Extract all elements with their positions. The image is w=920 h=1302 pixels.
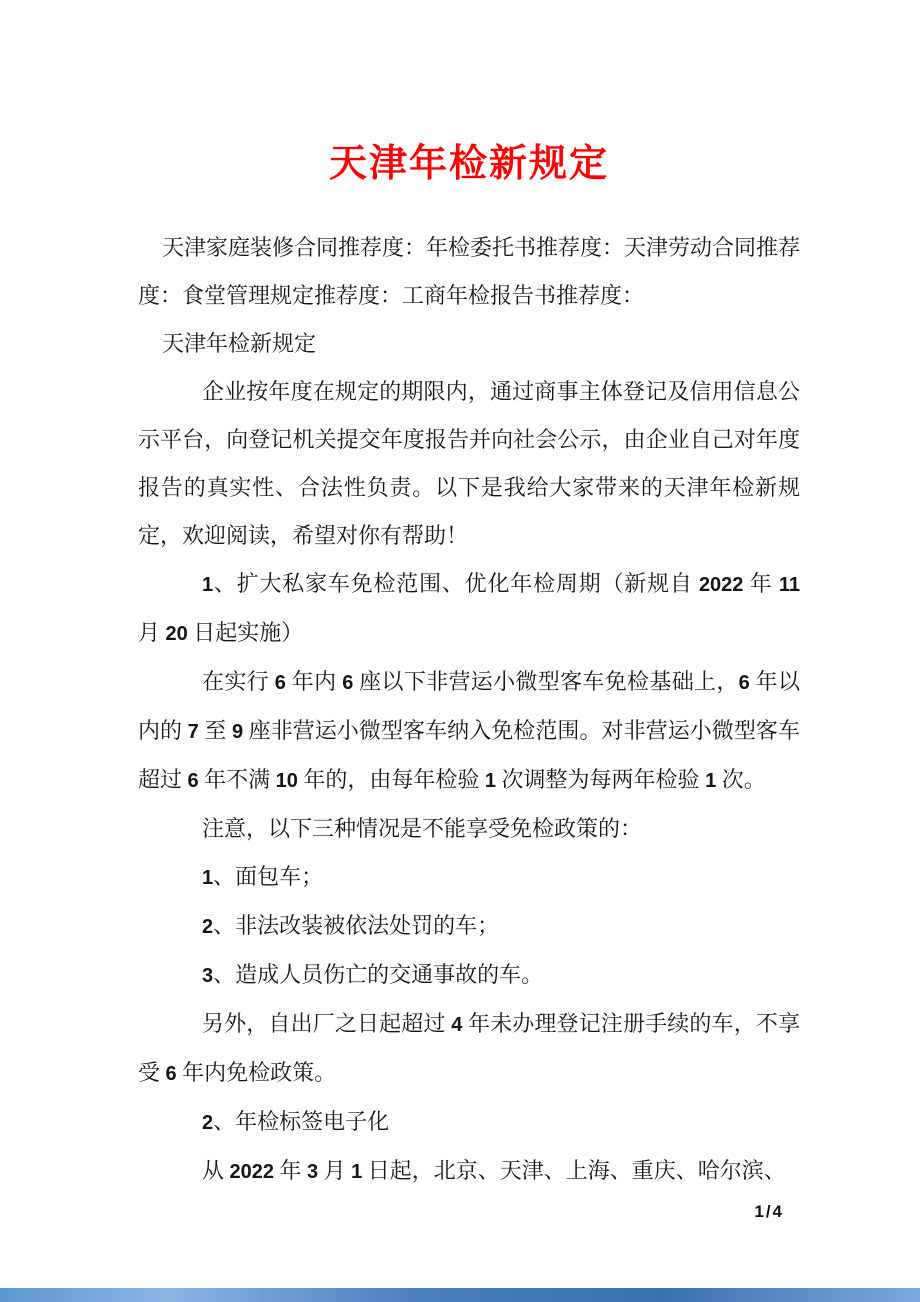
paragraph: 2、非法改装被依法处罚的车； bbox=[202, 913, 500, 938]
numeric-text: 9 bbox=[231, 721, 244, 743]
paragraph: 1、扩大私家车免检范围、优化年检周期（新规自 2022 年 11 月 20 日起实施） bbox=[138, 571, 800, 645]
numeric-text: 2022 bbox=[229, 1161, 275, 1183]
paragraph: 注意，以下三种情况是不能享受免检政策的： bbox=[202, 816, 643, 841]
numeric-text: 6 bbox=[738, 672, 750, 694]
paragraph: 企业按年度在规定的期限内，通过商事主体登记及信用信息公示平台，向登记机关提交年度报告并向社会公示，由企业自己对年度报告的真实性、合法性负责。以下是我给大家带来的天津年检新规定，欢迎阅读，希望对你有帮助！ bbox=[138, 379, 800, 548]
paragraph: 从 2022 年 3 月 1 日起，北京、天津、上海、重庆、哈尔滨、 bbox=[202, 1158, 786, 1183]
numeric-text: 6 bbox=[274, 672, 286, 694]
numeric-text: 1 bbox=[484, 770, 497, 792]
numeric-text: 11 bbox=[778, 574, 800, 596]
paragraph: 另外，自出厂之日起超过 4 年未办理登记注册手续的车，不享受 6 年内免检政策。 bbox=[138, 1011, 800, 1085]
numeric-text: 1 bbox=[705, 770, 717, 792]
numeric-text: 1 bbox=[351, 1161, 363, 1183]
numeric-text: 10 bbox=[275, 770, 298, 792]
numeric-text: 6 bbox=[342, 672, 354, 694]
paragraph: 天津家庭装修合同推荐度：年检委托书推荐度：天津劳动合同推荐度：食堂管理规定推荐度：工商年检报告书推荐度： bbox=[138, 235, 801, 308]
numeric-text: 6 bbox=[165, 1063, 177, 1085]
paragraph: 3、造成人员伤亡的交通事故的车。 bbox=[202, 962, 544, 987]
numeric-text: 3 bbox=[307, 1161, 319, 1183]
page-title: 天津年检新规定 bbox=[328, 143, 609, 185]
document-body bbox=[138, 224, 800, 1196]
paragraph: 2、年检标签电子化 bbox=[202, 1109, 390, 1134]
numeric-text: 2022 bbox=[698, 574, 744, 596]
page-number: 1/4 bbox=[754, 1202, 784, 1221]
numeric-text: 1 bbox=[202, 574, 214, 596]
paragraph: 在实行 6 年内 6 座以下非营运小微型客车免检基础上，6 年以内的 7 至 9 座非营运小微型客车纳入免检范围。对非营运小微型客车超过 6 年不满 10 年的，由每年检验 1 次调整为每两年检验 1 次。 bbox=[138, 669, 800, 792]
paragraph: 天津年检新规定 bbox=[162, 331, 317, 356]
numeric-text: 6 bbox=[187, 770, 199, 792]
footer-accent-bar bbox=[0, 1288, 920, 1302]
paragraph: 1、面包车； bbox=[202, 864, 324, 889]
numeric-text: 1 bbox=[202, 867, 214, 889]
numeric-text: 20 bbox=[165, 623, 188, 645]
numeric-text: 4 bbox=[451, 1014, 463, 1036]
numeric-text: 2 bbox=[202, 916, 214, 938]
numeric-text: 3 bbox=[202, 965, 214, 987]
numeric-text: 7 bbox=[187, 721, 199, 743]
numeric-text: 2 bbox=[202, 1112, 214, 1134]
